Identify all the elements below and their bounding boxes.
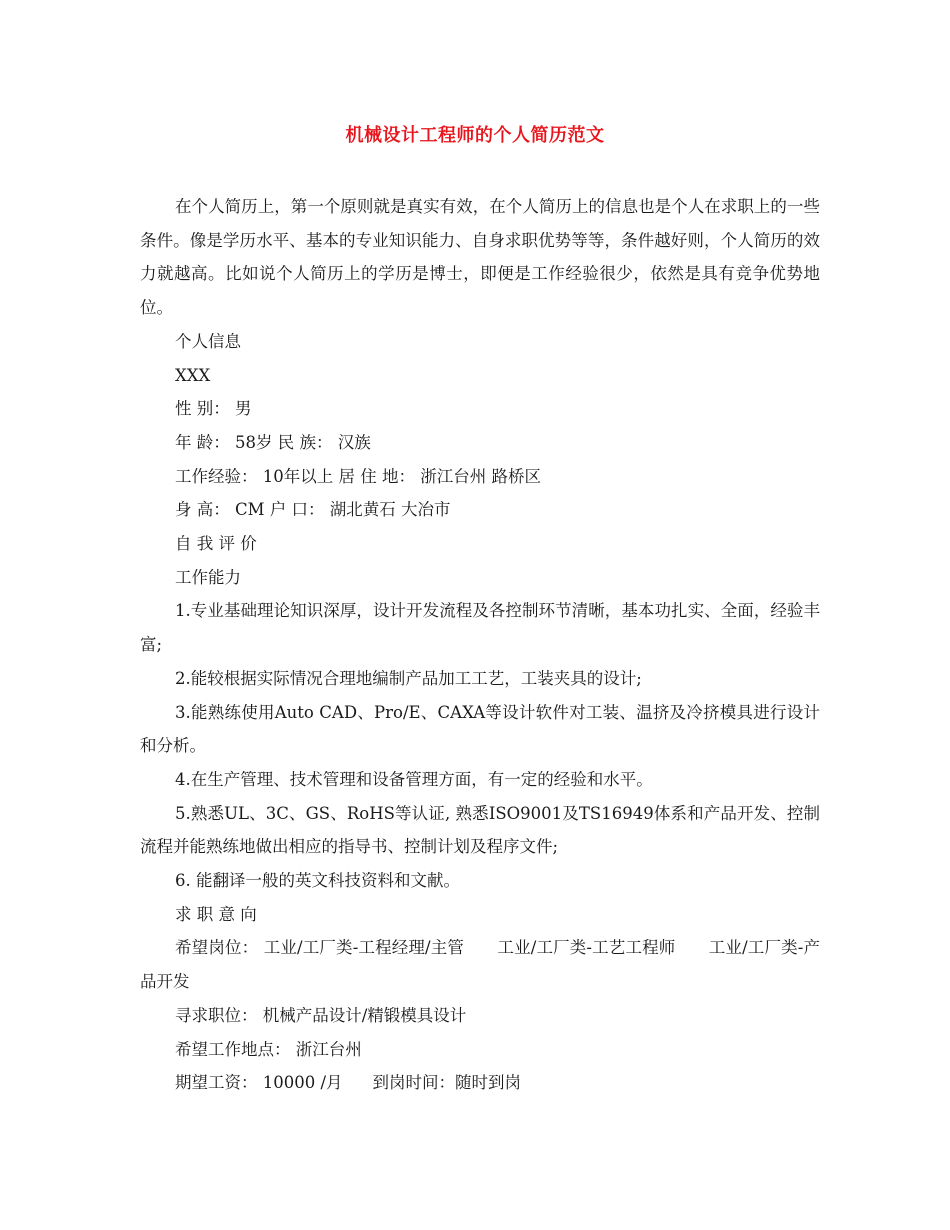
personal-name: XXX	[175, 365, 211, 385]
start-time: 到岗时间：随时到岗	[372, 1073, 522, 1093]
personal-info-heading: 个人信息	[175, 331, 241, 351]
document-body	[140, 190, 820, 1100]
ability-item: 6. 能翻译一般的英文科技资料和文献。	[175, 871, 460, 891]
personal-experience-residence: 工作经验： 10年以上 居 住 地： 浙江台州 路桥区	[175, 466, 541, 486]
ability-item: 3.能熟练使用Auto CAD、Pro/E、CAXA等设计软件对工装、温挤及冷挤模具进行设计和分析。	[140, 702, 820, 756]
ability-item: 5.熟悉UL、3C、GS、RoHS等认证, 熟悉ISO9001及TS16949体系和产品开发、控制流程并能熟练地做出相应的指导书、控制计划及程序文件;	[140, 803, 820, 857]
work-ability-subheading: 工作能力	[175, 567, 241, 587]
document-title: 机械设计工程师的个人简历范文	[345, 125, 605, 146]
self-eval-heading: 自 我 评 价	[175, 534, 257, 554]
personal-gender: 性 别： 男	[175, 399, 252, 419]
personal-age-ethnicity: 年 龄： 58岁 民 族： 汉族	[175, 432, 371, 452]
ability-item: 2.能较根据实际情况合理地编制产品加工工艺，工装夹具的设计;	[175, 668, 642, 688]
expected-salary: 期望工资： 10000 /月	[175, 1073, 343, 1093]
job-intent-heading: 求 职 意 向	[175, 904, 257, 924]
personal-height-hukou: 身 高： CM 户 口： 湖北黄石 大冶市	[175, 500, 451, 520]
seeking-position: 寻求职位： 机械产品设计/精锻模具设计	[175, 1005, 467, 1025]
intro-paragraph: 在个人简历上，第一个原则就是真实有效，在个人简历上的信息也是个人在求职上的一些条件。像是学历水平、基本的专业知识能力、自身求职优势等等，条件越好则，个人简历的效力就越高。比如说个人简历上的学历是博士，即便是工作经验很少，依然是具有竞争优势地位。	[140, 197, 820, 318]
ability-item: 4.在生产管理、技术管理和设备管理方面，有一定的经验和水平。	[175, 769, 653, 789]
ability-item: 1.专业基础理论知识深厚，设计开发流程及各控制环节清晰，基本功扎实、全面，经验丰富;	[140, 601, 820, 655]
desired-location: 希望工作地点： 浙江台州	[175, 1039, 362, 1059]
salary-start-line	[140, 1066, 820, 1100]
desired-positions: 希望岗位： 工业/工厂类-工程经理/主管 工业/工厂类-工艺工程师 工业/工厂类-产品开发	[140, 938, 820, 992]
